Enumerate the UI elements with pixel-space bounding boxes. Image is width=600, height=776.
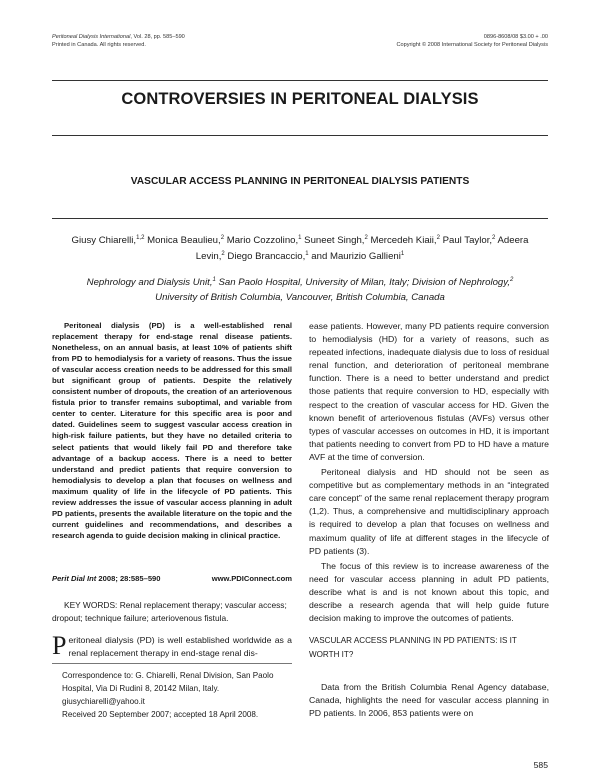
affiliations <box>70 275 530 305</box>
affiliation-sup-1: 1 <box>212 276 216 283</box>
received-dates: Received 20 September 2007; accepted 18 April 2008. <box>62 710 259 719</box>
affiliation-sup-2: 2 <box>510 276 514 283</box>
issn: 0896-8608/08 $3.00 + .00 <box>483 34 548 40</box>
article-rule <box>52 218 548 219</box>
author-affiliation-sup: 1,2 <box>136 234 145 241</box>
author-affiliation-sup: 1 <box>305 250 309 257</box>
citation-journal: Perit Dial Int <box>52 574 97 583</box>
journal-volume: , Vol. 28, pp. 585–590 <box>130 34 185 40</box>
author-separator: and <box>308 250 330 262</box>
keywords: KEY WORDS: Renal replacement therapy; vascular access; dropout; technique failure; arteriovenous fistula. <box>52 600 287 623</box>
author-affiliation-sup: 1 <box>298 234 302 241</box>
paragraph-3: The focus of this review is to increase awareness of the need for vascular access planning in adult PD patients, describe what is and is not known about this topic, and describe a research agenda that will help guide future decision making to improve the outcomes of patients. <box>309 560 549 624</box>
correspondence <box>52 669 292 721</box>
section-title: CONTROVERSIES IN PERITONEAL DIALYSIS <box>121 90 479 108</box>
top-rule <box>52 80 548 81</box>
author-affiliation-sup: 2 <box>221 250 225 257</box>
citation-detail: 2008; 28:585–590 <box>96 574 161 583</box>
author-affiliation-sup: 2 <box>364 234 368 241</box>
affiliation-1b: San Paolo Hospital, University of Milan, Italy; Division of Nephrology, <box>218 277 510 288</box>
running-header-left <box>52 33 312 49</box>
article-title: VASCULAR ACCESS PLANNING IN PERITONEAL DIALYSIS PATIENTS <box>130 176 470 187</box>
correspondence-email[interactable]: giusychiarelli@yahoo.it <box>62 697 145 706</box>
author-name: Mercedeh Kiaii, <box>370 235 437 246</box>
author-name: Diego Brancaccio, <box>227 250 306 262</box>
drop-cap: P <box>52 631 67 660</box>
citation-line <box>52 574 292 583</box>
author-name: Mario Cozzolino, <box>226 235 299 246</box>
paragraph-4: Data from the British Columbia Renal Agency database, Canada, highlights the need for vascular access planning in PD patients. In 2006, 853 patients were on <box>309 682 549 719</box>
intro-text: eritoneal dialysis (PD) is well established worldwide as a renal replacement therapy in end-stage renal dis- <box>68 635 292 659</box>
author-name: Giusy Chiarelli, <box>71 235 137 246</box>
journal-name: Peritoneal Dialysis International <box>52 34 131 40</box>
footnote-rule <box>52 663 292 664</box>
page-number: 585 <box>533 760 548 770</box>
author-affiliation-sup: 2 <box>220 234 225 241</box>
author-name: Maurizio Gallieni <box>329 250 401 262</box>
running-header-right <box>288 33 548 49</box>
paragraph-2: Peritoneal dialysis and HD should not be seen as competitive but as complementary methods in an “integrated care concept” of the same renal replacement therapy program (1,2). Thus, a comprehensive and multidisciplinary approach is required to develop a plan that focuses on wellness and maximum quality of life at different stages in the lifecycle of PD patients (3). <box>309 467 549 556</box>
paragraph-1: ease patients. However, many PD patients require conversion to hemodialysis (HD) for a variety of reasons, such as repeated infections, inadequate dialysis due to loss of residual renal function, and deterioration of peritoneal membrane function. There is a need to better understand and predict those patients that require conversion to HD, especially with respect to the creation of vascular access for HD. Given the known benefit of arteriovenous fistulas (AVFs) versus other types of vascular accesses on outcomes in HD, it is important that patients needing to convert from PD to HD have a mature AVF at the time of conversion. <box>309 321 549 462</box>
author-name: Suneet Singh, <box>304 235 365 246</box>
affiliation-1: Nephrology and Dialysis Unit, <box>86 277 213 288</box>
author-name: Monica Beaulieu, <box>147 235 221 246</box>
correspondence-address: Correspondence to: G. Chiarelli, Renal Division, San Paolo Hospital, Via Di Rudinì 8, 20142 Milan, Italy. <box>62 671 274 693</box>
copyright: Copyright © 2008 International Society for Peritoneal Dialysis <box>396 42 548 48</box>
author-name: Adeera Levin, <box>195 235 529 262</box>
intro-paragraph <box>52 631 292 660</box>
right-column-text <box>309 320 549 627</box>
author-affiliation-sup: 2 <box>492 234 496 241</box>
author-name: Paul Taylor, <box>442 235 493 246</box>
title-rule <box>52 135 548 136</box>
author-affiliation-sup: 2 <box>436 234 440 241</box>
author-list <box>60 233 540 264</box>
author-affiliation-sup: 1 <box>400 250 405 257</box>
printed-in: Printed in Canada. All rights reserved. <box>52 42 146 48</box>
affiliation-2: University of British Columbia, Vancouver, British Columbia, Canada <box>155 292 445 303</box>
section-heading: VASCULAR ACCESS PLANNING IN PD PATIENTS: IS IT WORTH IT? <box>309 636 517 659</box>
section-paragraph <box>309 681 549 722</box>
abstract: Peritoneal dialysis (PD) is a well-established renal replacement therapy for end-stage renal disease patients. Nonetheless, on an annual basis, at least 10% of patients shift from PD to hemodialysis for a variety of reasons. Thus the issue of vascular access creation needs to be addressed for this small but significant group of patients. Despite the relatively consistent number of dropouts, the creation of an arteriovenous fistula prior to transfer remains suboptimal, and variable from center to center. Literature for this specific area is poor and dated. Guidelines seem to suggest vascular access creation in high-risk failure patients, but they have no detailed criteria to select patients that would likely fail PD and therefore take advantage of a backup access. There is a need to better understand and predict patients that require conversion to hemodialysis to develop a plan that focuses on wellness and maximum quality of life in the lifecycle of PD patients. This review addresses the issue of vascular access planning in adult PD patients, presents the available literature on the topic and the current guidelines and recommendations, and describes a research agenda to guide decision making in clinical practice. <box>52 321 292 540</box>
journal-url-link[interactable]: www.PDIConnect.com <box>211 574 292 583</box>
